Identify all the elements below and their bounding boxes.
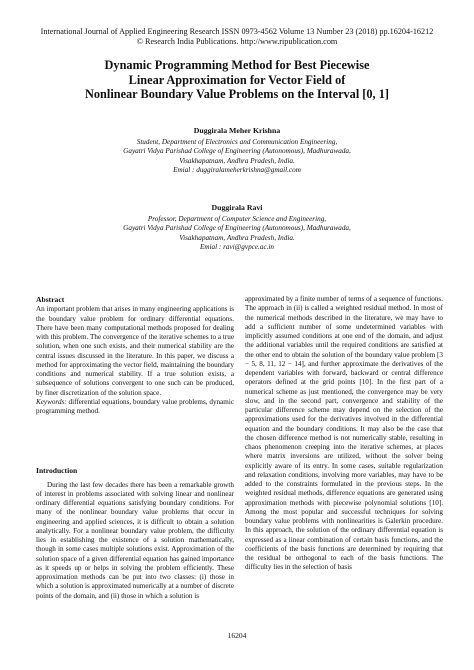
- introduction-text: During the last few decades there has been a remarkable growth of interest in problems associated with solving linear and nonlinear ordinary differential equations satisfying boundary conditions. For many of the nonlinear boundary value problems that occur in engineering and applied sciences, it is difficult to obtain a solution analytically. For a nonlinear boundary value problem, the difficulty lies in establishing the existence of a solution mathematically, though in some cases multiple solutions exist. Approximation of the solution space of a given differential equation has gained importance as it speeds up or helps in solving the problem efficiently. These approximation methods can be put into two classes: (i) those in which a solution is approximated numerically at a number of discrete points of the domain, and (ii) those in which a solution is: [36, 480, 234, 600]
- abstract-heading: Abstract: [36, 295, 65, 304]
- paper-title: [0, 58, 474, 102]
- author-name-2: Duggirala Ravi: [211, 203, 263, 212]
- right-column: [245, 295, 443, 573]
- right-column-text: approximated by a finite number of terms of a sequence of functions. The approach in (ii) is called a weighted residual method. In most of the numerical methods described in the literature, we may have to add a sufficient number of some undetermined variables with implicitly assumed conditions at one end of the domain, and adjust the additional variables until the required conditions are satisfied at the other end to obtain the solution of the boundary value problem [3 − 5, 8, 11, 12 − 14], and further approximate the derivatives of the dependent variables with forward, backward or central difference operators defined at the grid points [10]. In the first part of a numerical scheme as just mentioned, the convergence may be very slow, and in the second part, convergence and stability of the particular difference scheme may depend on the selection of the approximations used for the derivatives involved in the differential equation and the boundary conditions. It may also be the case that the chosen difference method is not numerically stable, resulting in chaos phenomenon creeping into the iterative schemes, at places where matrix inversions are utilized, without the solver being explicitly aware of its entry. In some cases, suitable regularization and relaxation conditions, involving more variables, may have to be added to the constraints formulated in the previous steps. In the weighted residual methods, difference equations are generated using approximation methods with piecewise polynomial solutions [10]. Among the most popular and successful techniques for solving boundary value problems with nonlinearities is Galerkin procedure. In this approach, the solution of the ordinary differential equation is expressed as a linear combination of certain basis functions, and the coefficients of the basis functions are determined by requiring that the residual be orthogonal to each of the basis functions. The difficulty lies in the selection of basis: [245, 295, 443, 572]
- title-line3: Nonlinear Boundary Value Problems on the Interval [0, 1]: [85, 87, 389, 101]
- keywords-label: Keywords:: [36, 397, 67, 406]
- keywords: [36, 398, 234, 417]
- title-line1: Dynamic Programming Method for Best Piecewise: [104, 58, 370, 72]
- author-2-affiliation-line3: Visakhapatnam, Andhra Pradesh, India.: [179, 233, 295, 242]
- author-2-affiliation-line2: Gayatri Vidya Parishad College of Engineering (Autonomous), Madhurawada,: [123, 224, 351, 233]
- keywords-text: differential equations, boundary value problems, dynamic programming method.: [36, 397, 234, 415]
- author-block-1: [0, 126, 474, 176]
- left-column: [36, 295, 234, 601]
- title-line2: Linear Approximation for Vector Field of: [128, 72, 346, 87]
- author-1-affiliation-line1: Student, Department of Electronics and Communication Engineering,: [136, 137, 338, 146]
- page-number: 16204: [227, 631, 247, 640]
- introduction-section: [36, 466, 234, 601]
- author-2-affiliation-line1: Professor, Department of Computer Science and Engineering,: [147, 214, 327, 223]
- journal-header-line1: International Journal of Applied Engineering Research ISSN 0973-4562 Volume 13 Number 23 (2018) pp.16204-16212: [40, 27, 434, 36]
- author-block-2: [0, 203, 474, 253]
- author-name-1: Duggirala Meher Krishna: [193, 126, 281, 135]
- author-1-affiliation-line2: Gayatri Vidya Parishad College of Engineering (Autonomous), Madhurawada,: [123, 147, 351, 156]
- author-1-affiliation-line3: Visakhapatnam, Andhra Pradesh, India.: [179, 156, 295, 165]
- author-1-email: Emial : duggiralameherkrishna@gmail.com: [173, 166, 301, 175]
- introduction-heading: Introduction: [36, 466, 78, 476]
- journal-header: [0, 27, 474, 47]
- journal-header-line2: © Research India Publications. http://www.ripublication.com: [136, 37, 338, 46]
- abstract-text: An important problem that arises in many engineering applications is the boundary value problem for ordinary differential equations. There have been many computational methods proposed for dealing with this problem. The convergence of the iterative schemes to a true solution, when one such exists, and their numerical stability are the central issues discussed in the literature. In this paper, we discuss a method for approximating the vector field, maintaining the boundary conditions and numerical stability. If a true solution exists, a subsequence of solutions convergent to one such can be produced, by finer discretization of the solution space.: [36, 305, 234, 397]
- author-2-email: Emial : ravi@gvpce.ac.in: [199, 243, 275, 252]
